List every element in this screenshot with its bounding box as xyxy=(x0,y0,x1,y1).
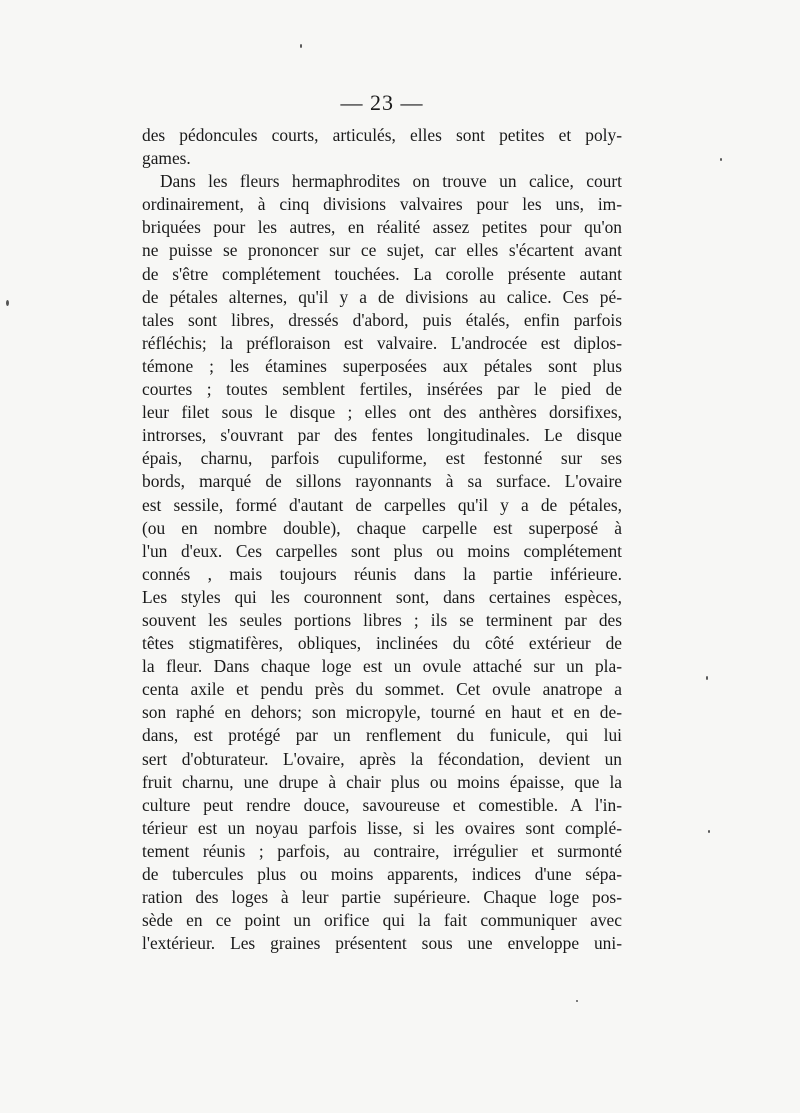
scan-speck xyxy=(720,158,722,161)
text-line: l'un d'eux. Ces carpelles sont plus ou moins complétement xyxy=(142,540,622,561)
text-line: leur filet sous le disque ; elles ont des anthères dorsifixes, xyxy=(142,402,622,423)
text-line: ordinairement, à cinq divisions valvaires pour les uns, im- xyxy=(142,194,622,215)
text-line: Dans les fleurs hermaphrodites on trouve un calice, court xyxy=(160,171,622,192)
text-line: ration des loges à leur partie supérieure. Chaque loge pos- xyxy=(142,887,622,908)
text-line: l'extérieur. Les graines présentent sous une enveloppe uni- xyxy=(142,933,622,954)
text-line: (ou en nombre double), chaque carpelle est superposé à xyxy=(142,517,622,538)
text-line: dans, est protégé par un renflement du funicule, qui lui xyxy=(142,725,622,746)
text-line: têtes stigmatifères, obliques, inclinées du côté extérieur de xyxy=(142,633,622,654)
text-line: réfléchis; la préfloraison est valvaire. L'androcée est diplos- xyxy=(142,332,622,353)
text-line: ne puisse se prononcer sur ce sujet, car elles s'écartent avant xyxy=(142,240,622,261)
scan-speck xyxy=(6,300,9,306)
text-line: est sessile, formé d'autant de carpelles qu'il y a de pétales, xyxy=(142,494,622,515)
text-line: briquées pour les autres, en réalité assez petites pour qu'on xyxy=(142,217,622,238)
text-line: bords, marqué de sillons rayonnants à sa surface. L'ovaire xyxy=(142,471,622,492)
text-line: Les styles qui les couronnent sont, dans certaines espèces, xyxy=(142,586,622,607)
text-line: courtes ; toutes semblent fertiles, insérées par le pied de xyxy=(142,379,622,400)
body-text xyxy=(142,124,622,955)
text-line: sède en ce point un orifice qui la fait communiquer avec xyxy=(142,910,622,931)
text-line: de tubercules plus ou moins apparents, indices d'une sépa- xyxy=(142,864,622,884)
text-line: térieur est un noyau parfois lisse, si les ovaires sont complé- xyxy=(142,817,622,838)
text-line: son raphé en dehors; son micropyle, tourné en haut et en de- xyxy=(142,702,622,723)
text-line: culture peut rendre douce, savoureuse et comestible. A l'in- xyxy=(142,794,622,815)
text-line: tales sont libres, dressés d'abord, puis étalés, enfin parfois xyxy=(142,309,622,330)
text-line: tement réunis ; parfois, au contraire, irrégulier et surmonté xyxy=(142,840,622,861)
text-line: introrses, s'ouvrant par des fentes longitudinales. Le disque xyxy=(142,425,622,446)
scan-speck xyxy=(300,44,302,48)
text-line: des pédoncules courts, articulés, elles sont petites et poly- xyxy=(142,125,622,145)
scan-speck xyxy=(708,830,710,833)
text-line: centa axile et pendu près du sommet. Cet ovule anatrope a xyxy=(142,679,622,700)
text-line: la fleur. Dans chaque loge est un ovule attaché sur un pla- xyxy=(142,656,622,677)
text-line: sert d'obturateur. L'ovaire, après la fécondation, devient un xyxy=(142,748,622,769)
text-line: fruit charnu, une drupe à chair plus ou moins épaisse, que la xyxy=(142,771,622,792)
text-line: souvent les seules portions libres ; ils se terminent par des xyxy=(142,609,622,630)
page-number: — 23 — xyxy=(340,90,424,115)
text-line: témone ; les étamines superposées aux pétales sont plus xyxy=(142,355,622,376)
text-line: de pétales alternes, qu'il y a de divisions au calice. Ces pé- xyxy=(142,286,622,307)
scan-speck xyxy=(576,1000,578,1002)
scan-speck xyxy=(706,676,708,680)
text-line: épais, charnu, parfois cupuliforme, est festonné sur ses xyxy=(142,448,622,469)
text-line: games. xyxy=(142,148,191,169)
text-line: de s'être complétement touchées. La corolle présente autant xyxy=(142,263,622,284)
text-line: connés , mais toujours réunis dans la partie inférieure. xyxy=(142,563,622,584)
